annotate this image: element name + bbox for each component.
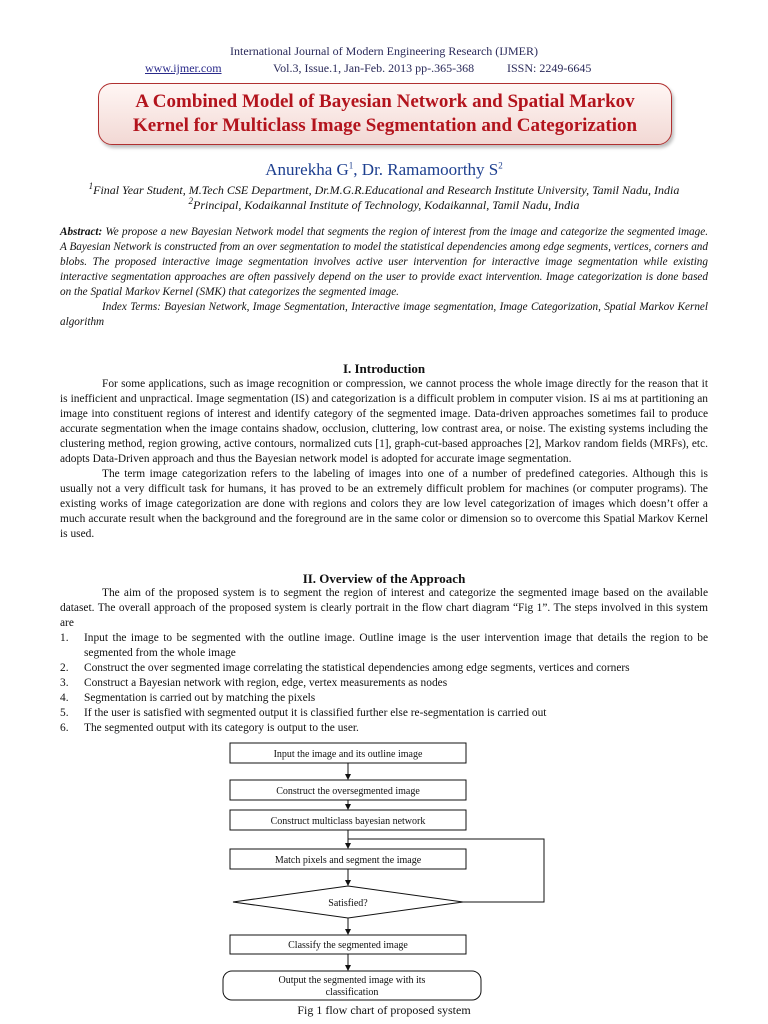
section-1-heading: I. Introduction [342,361,426,376]
affiliation-2-sup: 2 [188,196,194,206]
list-item [60,721,708,736]
step-text: If the user is satisfied with segmented output it is classified further else re-segmentation is carried out [84,707,547,719]
step-text: Construct a Bayesian network with region, edge, vertex measurements as nodes [84,677,448,689]
author-1: Anurekha G [265,160,349,179]
title-line-1: A Combined Model of Bayesian Network and Spatial Markov [135,91,635,112]
author-2-sup: 2 [498,160,503,171]
flow-text-input: Input the image and its outline image [273,749,423,760]
flow-text-oversegment: Construct the oversegmented image [276,786,420,797]
abstract [60,225,708,330]
step-number: 3. [60,677,69,689]
author-1-sup: 1 [348,160,354,171]
affiliation-2 [0,196,768,213]
list-item [60,676,708,691]
section-1-para-1: For some applications, such as image recognition or compression, we cannot process the whole image directly for the reason that it is inefficient and unpractical. Image segmentation (IS) and categorization is a difficult problem in computer vision. IS ai ms at partitioning an image into constituent regions of interest and identify category of the segmented image. Data-driven approaches sometimes fail to produce accurate segmentation when the image contains shadow, occlusion, cluttering, low contrast area, or noise. The existing systems including the clustering method, region growing, active contours, normalized cuts [1], graph-cut-based approaches [2], Markov random fields (MRFs), etc. adopts Data-Driven approach and thus the Bayesian network model is adopted for accurate image segmentation. [60,378,708,465]
title-line-2: Kernel for Multiclass Image Segmentation and Categorization [132,115,638,136]
step-text: Construct the over segmented image correlating the statistical dependencies among edge segments, vertices and corners [84,662,630,674]
affiliation-1-text: Final Year Student, M.Tech CSE Department, Dr.M.G.R.Educational and Research Institute University, Tamil Nadu, India [93,183,680,197]
journal-volume: Vol.3, Issue.1, Jan-Feb. 2013 pp-.365-368 [273,61,475,75]
list-item [60,631,708,661]
step-number: 4. [60,692,69,704]
flow-text-bayesian: Construct multiclass bayesian network [270,816,426,827]
affiliation-2-text: Principal, Kodaikannal Institute of Technology, Kodaikannal, Tamil Nadu, India [193,198,580,212]
step-number: 1. [60,632,69,644]
step-number: 6. [60,722,69,734]
index-terms: Index Terms: Bayesian Network, Image Segmentation, Interactive image segmentation, Image Categorization, Spatial Markov Kernel algorithm [60,301,708,328]
flowchart [218,738,558,1008]
step-number: 2. [60,662,69,674]
section-1-para-2: The term image categorization refers to the labeling of images into one of a number of predefined categories. Although this is usually not a very difficult task for humans, it has proved to be an extremely difficult problem for machines (or computer programs). The existing works of image categorization are done with regions and colors they are low level categorization of images which doesn’t offer a much accurate result when the background and the foreground are in the same color or dimension so to overcome this Spatial Markov Kernel is used. [60,468,708,540]
step-text: Segmentation is carried out by matching the pixels [84,692,316,704]
section-1-body [60,377,708,542]
flow-text-match: Match pixels and segment the image [274,855,422,866]
flow-text-classify: Classify the segmented image [288,940,408,951]
section-2-heading: II. Overview of the Approach [302,571,466,586]
flow-text-output-2: classification [325,987,379,998]
steps-list [60,631,708,736]
section-2-body [60,586,708,736]
step-text: Input the image to be segmented with the outline image. Outline image is the user intervention image that details the region to be segmented from the whole image [84,632,708,659]
authors [0,160,768,180]
step-text: The segmented output with its category is output to the user. [84,722,359,734]
abstract-label: Abstract: [60,226,103,238]
affiliation-1-sup: 1 [88,181,94,191]
journal-url-link[interactable]: www.ijmer.com [145,61,222,75]
abstract-text: We propose a new Bayesian Network model that segments the region of interest from the image and categorize the segmented image. A Bayesian Network is constructed from an over segmentation to model the statistical dependencies among edge segments, vertices, corners and blobs. The proposed interactive image segmentation involves active user intervention for interactive image segmentation while existing interactive segmentation approaches are often passively depend on the user to provide exact intervention. Image categorization is done based on the Spatial Markov Kernel (SMK) that categorizes the segmented image. [60,226,708,298]
journal-issn: ISSN: 2249-6645 [507,61,592,75]
flow-loop-arrow [348,839,544,902]
flow-text-output-1: Output the segmented image with its [278,975,426,986]
flow-text-decision: Satisfied? [328,898,368,909]
list-item [60,661,708,676]
section-2-para-1: The aim of the proposed system is to segment the region of interest and categorize the segmented image based on the available dataset. The overall approach of the proposed system is clearly portrait in the flow chart diagram “Fig 1”. The steps involved in this system are [60,587,708,629]
list-item [60,691,708,706]
step-number: 5. [60,707,69,719]
paper-title [98,83,672,145]
author-2: , Dr. Ramamoorthy S [353,160,499,179]
figure-caption: Fig 1 flow chart of proposed system [297,1003,471,1017]
list-item [60,706,708,721]
journal-name: International Journal of Modern Engineering Research (IJMER) [230,44,538,58]
